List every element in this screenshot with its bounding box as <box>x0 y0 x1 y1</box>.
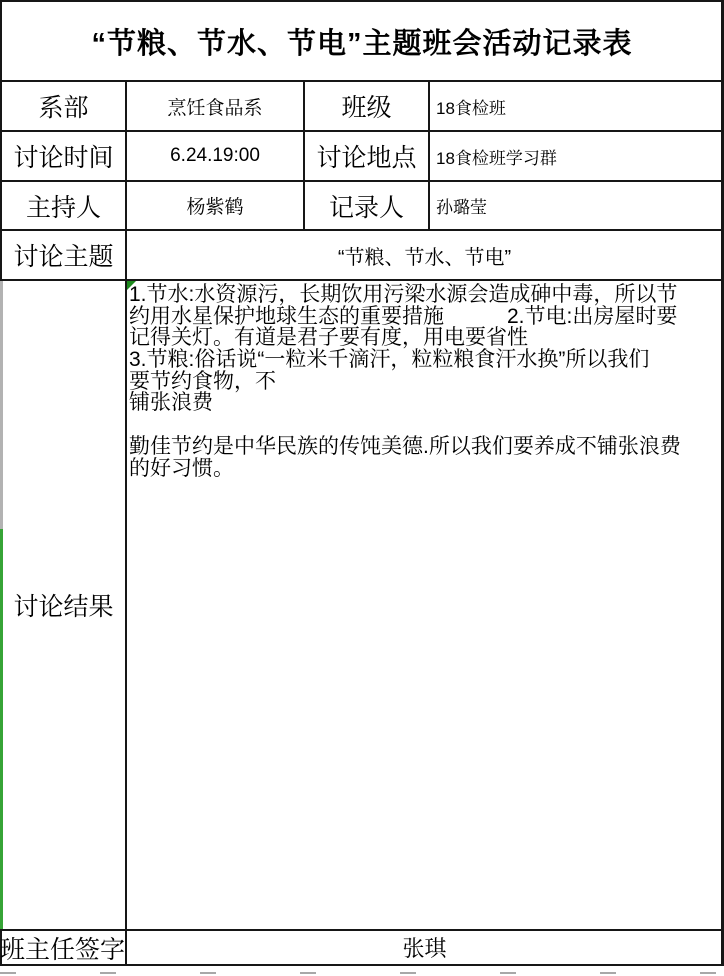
page-break-dashed-line <box>0 972 724 974</box>
page-title: “节粮、节水、节电”主题班会活动记录表 <box>91 27 633 60</box>
result-line: 勤佳节约是中华民族的传饨美德.所以我们要养成不铺张浪费 <box>129 434 681 458</box>
result-line: 记得关灯。有道是君子要有度，用电要省性 <box>129 326 528 350</box>
department-label: 系部 <box>38 94 89 122</box>
recorder-label: 记录人 <box>328 193 404 222</box>
result-line: 约用水星保护地球生态的重要措施 2.节电:出房屋时要 <box>129 304 678 328</box>
grid-line-bottom <box>0 964 724 966</box>
signature-value: 张琪 <box>402 936 447 961</box>
result-line: 要节约食物，不 <box>129 369 276 393</box>
topic-label: 讨论主题 <box>13 243 114 271</box>
discussion-time-value: 6.24.19:00 <box>170 145 260 166</box>
discussion-place-value: 18食检班学习群 <box>436 148 557 168</box>
class-value: 18食检班 <box>436 98 506 118</box>
host-label: 主持人 <box>25 193 101 222</box>
class-label: 班级 <box>341 94 392 122</box>
topic-value: “节粮、节水、节电” <box>337 246 512 269</box>
result-line: 1.节水:水资源污，长期饮用污梁水源会造成砷中毒，所以节 <box>129 283 678 306</box>
discussion-time-label: 讨论时间 <box>13 144 114 172</box>
result-label: 讨论结果 <box>13 593 114 621</box>
result-line: 3.节粮:俗话说“一粒米千滴汗，粒粒粮食汗水换”所以我们 <box>129 348 650 372</box>
result-line <box>129 414 722 436</box>
result-content <box>129 281 722 932</box>
result-line: 铺张浪费 <box>129 391 213 415</box>
discussion-place-label: 讨论地点 <box>316 144 417 172</box>
signature-label: 班主任签字 <box>0 935 125 964</box>
department-value: 烹饪食品系 <box>167 97 263 119</box>
host-value: 杨紫鹤 <box>186 197 244 218</box>
result-line: 的好习惯。 <box>129 456 234 480</box>
grid-line-col3 <box>428 80 430 231</box>
recorder-value: 孙璐莹 <box>436 198 487 217</box>
